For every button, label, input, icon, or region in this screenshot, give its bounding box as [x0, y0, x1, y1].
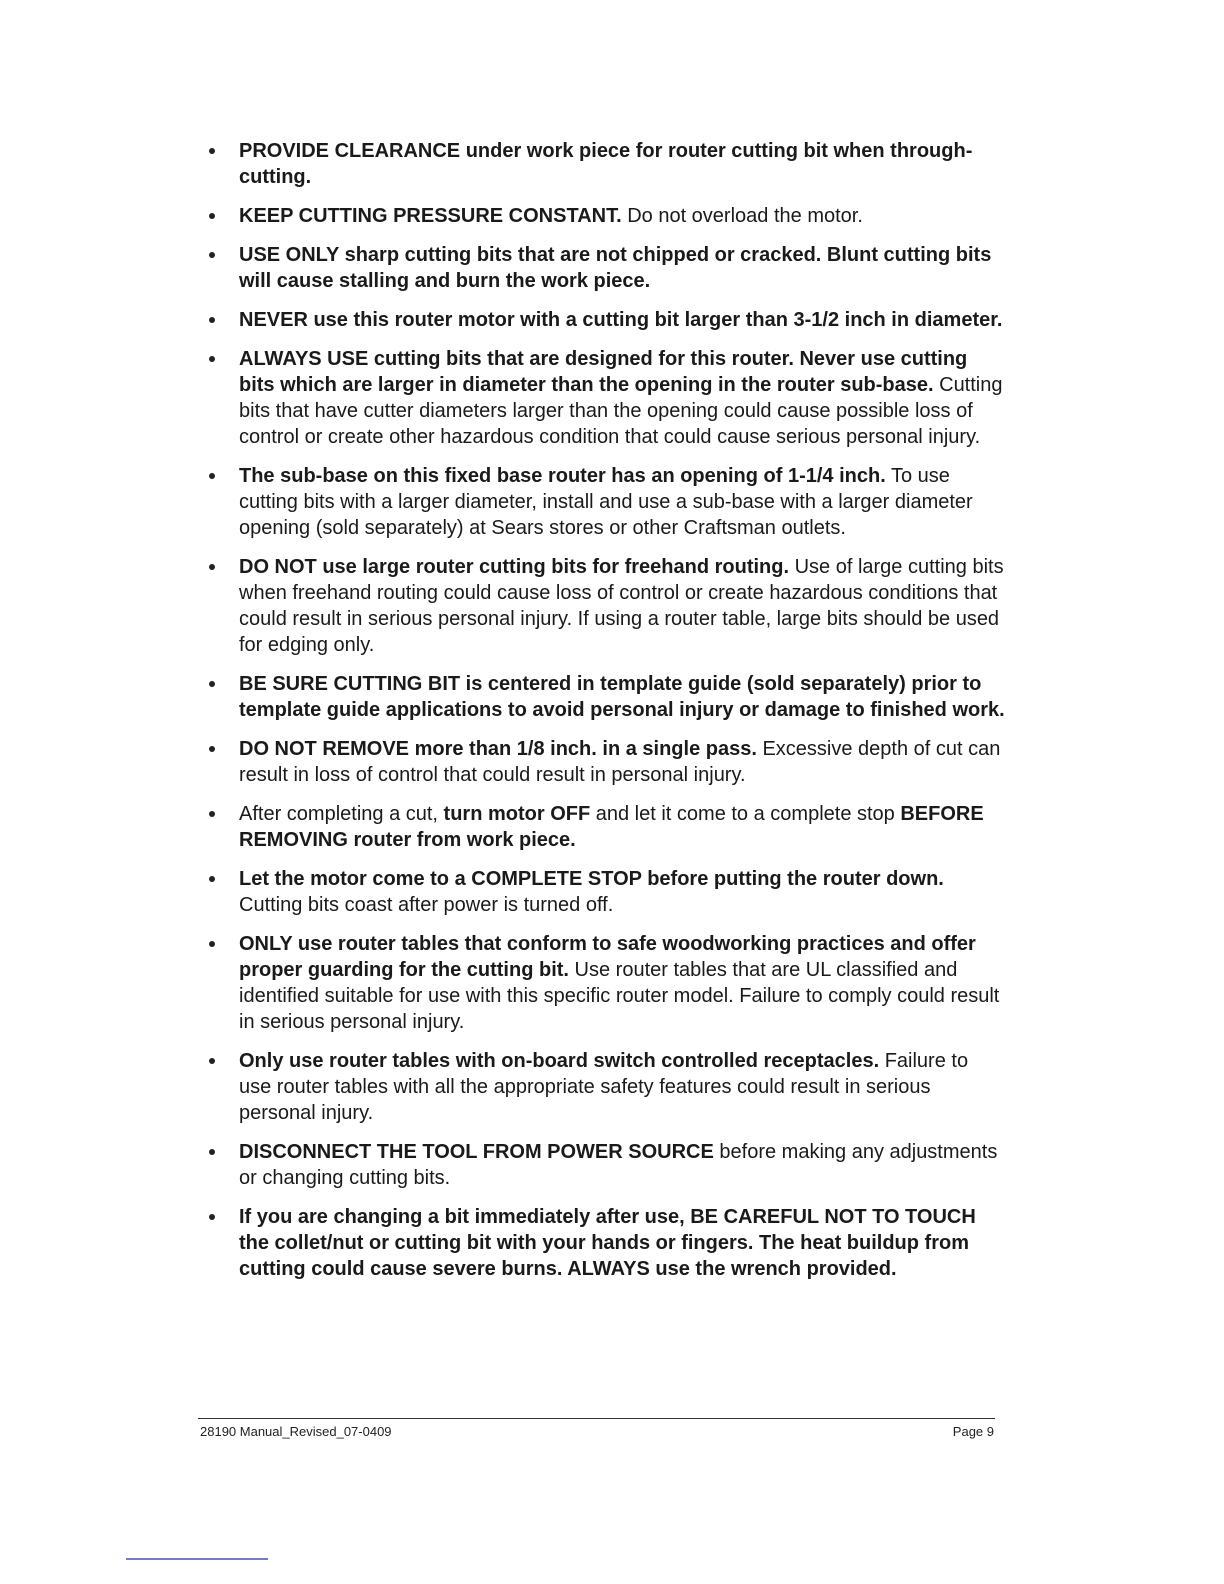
bullet-icon — [209, 876, 215, 882]
bullet-icon — [209, 1149, 215, 1155]
list-item: PROVIDE CLEARANCE under work piece for router cutting bit when through-cutting. — [205, 138, 1005, 190]
list-item: Only use router tables with on-board switch controlled receptacles. Failure to use router tables with all the appropriate safety features could result in serious personal injury. — [205, 1048, 1005, 1126]
scan-edge-line — [126, 1558, 268, 1560]
bullet-icon — [209, 681, 215, 687]
bullet-icon — [209, 213, 215, 219]
bullet-icon — [209, 1214, 215, 1220]
list-item: The sub-base on this fixed base router has an opening of 1-1/4 inch. To use cutting bits with a larger diameter, install and use a sub-base with a larger diameter opening (sold separately) at Sears stores or other Craftsman outlets. — [205, 463, 1005, 541]
list-item: USE ONLY sharp cutting bits that are not chipped or cracked. Blunt cutting bits will cause stalling and burn the work piece. — [205, 242, 1005, 294]
bullet-icon — [209, 473, 215, 479]
footer-document-id: 28190 Manual_Revised_07-0409 — [200, 1424, 392, 1439]
bullet-icon — [209, 746, 215, 752]
list-item: DO NOT use large router cutting bits for freehand routing. Use of large cutting bits when freehand routing could cause loss of control or create hazardous conditions that could result in serious personal injury. If using a router table, large bits should be used for edging only. — [205, 554, 1005, 658]
list-item: If you are changing a bit immediately after use, BE CAREFUL NOT TO TOUCH the collet/nut or cutting bit with your hands or fingers. The heat buildup from cutting could cause severe burns. ALWAYS use the wrench provided. — [205, 1204, 1005, 1282]
bullet-icon — [209, 564, 215, 570]
page-number: Page 9 — [952, 1424, 994, 1439]
list-item: BE SURE CUTTING BIT is centered in template guide (sold separately) prior to template guide applications to avoid personal injury or damage to finished work. — [205, 671, 1005, 723]
safety-rules-list — [205, 138, 1005, 1295]
bullet-icon — [209, 356, 215, 362]
list-item: ALWAYS USE cutting bits that are designed for this router. Never use cutting bits which are larger in diameter than the opening in the router sub-base. Cutting bits that have cutter diameters larger than the opening could cause possible loss of control or create other hazardous condition that could cause serious personal injury. — [205, 346, 1005, 450]
bullet-icon — [209, 252, 215, 258]
list-item: ONLY use router tables that conform to safe woodworking practices and offer proper guarding for the cutting bit. Use router tables that are UL classified and identified suitable for use with this specific router model. Failure to comply could result in serious personal injury. — [205, 931, 1005, 1035]
list-item: Let the motor come to a COMPLETE STOP before putting the router down. Cutting bits coast after power is turned off. — [205, 866, 1005, 918]
bullet-icon — [209, 317, 215, 323]
bullet-icon — [209, 811, 215, 817]
list-item: KEEP CUTTING PRESSURE CONSTANT. Do not overload the motor. — [205, 203, 1005, 229]
list-item: After completing a cut, turn motor OFF and let it come to a complete stop BEFORE REMOVING router from work piece. — [205, 801, 1005, 853]
bullet-icon — [209, 941, 215, 947]
list-item: DO NOT REMOVE more than 1/8 inch. in a single pass. Excessive depth of cut can result in loss of control that could result in personal injury. — [205, 736, 1005, 788]
footer-divider — [198, 1418, 995, 1419]
bullet-icon — [209, 1058, 215, 1064]
list-item: DISCONNECT THE TOOL FROM POWER SOURCE before making any adjustments or changing cutting bits. — [205, 1139, 1005, 1191]
bullet-icon — [209, 148, 215, 154]
list-item: NEVER use this router motor with a cutting bit larger than 3-1/2 inch in diameter. — [205, 307, 1005, 333]
